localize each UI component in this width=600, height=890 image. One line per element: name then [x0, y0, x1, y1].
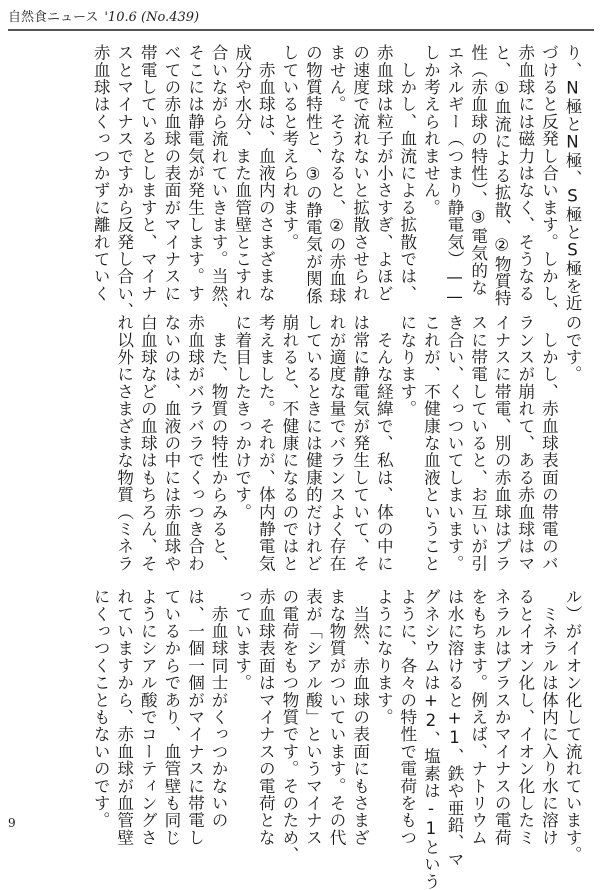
text-line: しか考えられません。: [421, 44, 441, 216]
text-line: の速度で流れないと拡散させられ: [350, 44, 370, 302]
text-line: 表が「シアル酸」というマイナス: [303, 588, 323, 846]
text-line: スとマイナスですから反発し合い、: [114, 44, 134, 320]
text-line: 性（赤血球の特性）、③電気的な: [468, 44, 488, 297]
text-line: ネラルはプラスかマイナスの電荷: [492, 588, 512, 846]
text-line: イナスに帯電、別の赤血球はプラ: [492, 314, 512, 572]
text-line: れが適度な量でバランスよく存在: [327, 314, 347, 572]
text-line: の物質特性と、③の静電気が関係: [303, 44, 323, 305]
text-line: に着目したきっかけです。: [232, 314, 252, 521]
text-line: 当然、赤血球の表面にもさまざ: [350, 588, 370, 846]
text-line: と、①血流による拡散、②物質特: [492, 44, 512, 307]
text-line: 帯電しているとしますと、マイナ: [138, 44, 158, 302]
text-line: ようにシアル酸でコーティングさ: [138, 588, 158, 846]
text-block-lower: [115, 314, 580, 572]
text-line: 白血球などの血球はもちろん、そ: [138, 314, 158, 572]
text-line: 赤血球は粒子が小さすぎ、よほど: [374, 44, 394, 302]
text-line: 赤血球はくっつかずに離れていく: [91, 44, 111, 302]
text-line: のです。: [563, 314, 582, 383]
text-line: エネルギー（つまり静電気）——: [445, 44, 465, 307]
text-line: ようになります。: [374, 588, 394, 726]
text-line: しているときには健康的だけれど: [303, 314, 323, 572]
text-line: るとイオン化し、イオン化したミ: [515, 588, 535, 846]
text-line: 考えました。それが、体内静電気: [256, 314, 276, 572]
text-line: っています。: [232, 588, 252, 692]
page-header: [8, 6, 199, 25]
text-line: ランスが崩れて、ある赤血球はマ: [515, 314, 535, 572]
text-line: グネシウムは+2、塩素は-1という: [421, 588, 441, 890]
text-line: 赤血球同士がくっつかないの: [209, 588, 229, 829]
text-line: をもちます。例えば、ナトリウム: [468, 588, 488, 846]
header-rule: [8, 29, 594, 31]
text-line: しかし、血流による拡散では、: [397, 44, 417, 302]
text-line: 成分や水分、また血管壁とこすれ: [232, 44, 252, 302]
text-block-upper: [91, 44, 580, 319]
text-line: 崩れると、不健康になるのではと: [279, 314, 299, 572]
text-line: 合いながら流れていきます。当然、: [209, 44, 229, 320]
text-line: そこには静電気が発生します。す: [185, 44, 205, 302]
text-line: の電荷をもつ物質です。そのため、: [279, 588, 299, 864]
text-line: しかし、赤血球表面の帯電のバ: [539, 314, 559, 572]
text-line: き合い、くっついてしまいます。: [445, 314, 465, 572]
text-line: り、N極とN極、S極とS極を近: [563, 44, 582, 312]
text-line: していると考えられます。: [279, 44, 299, 251]
text-line: れ以外にさまざまな物質（ミネラ: [114, 314, 134, 572]
text-line: づけると反発し合います。しかし、: [539, 44, 559, 320]
text-line: ないのは、血液の中には赤血球や: [161, 314, 181, 572]
text-line: ているからであり、血管壁も同じ: [161, 588, 181, 846]
text-line: 赤血球は、血液内のさまざまな: [256, 44, 276, 302]
text-line: 赤血球表面はマイナスの電荷とな: [256, 588, 276, 846]
page-number: 9: [8, 816, 16, 830]
text-line: また、物質の特性からみると、: [209, 314, 229, 572]
text-line: これが、不健康な血液ということ: [421, 314, 441, 572]
text-block-bottom: [91, 588, 580, 890]
text-line: 赤血球がバラバラでくっつき合わ: [185, 314, 205, 572]
text-line: ル）がイオン化して流れています。: [563, 588, 582, 864]
text-line: スに帯電していると、お互いが引: [468, 314, 488, 572]
text-line: ミネラルは体内に入り水に溶け: [539, 588, 559, 846]
text-line: は常に静電気が発生していて、そ: [350, 314, 370, 572]
text-line: は、一個一個がマイナスに帯電し: [185, 588, 205, 846]
text-line: ません。そうなると、②の赤血球: [327, 44, 347, 305]
issue-number: '10.6 (No.439): [104, 10, 200, 25]
text-line: になります。: [397, 314, 417, 418]
text-line: ように、各々の特性で電荷をもつ: [397, 588, 417, 846]
text-line: そんな経緯で、私は、体の中に: [374, 314, 394, 572]
text-line: にくっつくこともないのです。: [91, 588, 111, 829]
newsletter-title: 自然食ニュース: [8, 10, 99, 25]
text-line: まな物質がついています。その代: [327, 588, 347, 846]
text-line: れていますから、赤血球が血管壁: [114, 588, 134, 846]
text-line: べての赤血球の表面がマイナスに: [161, 44, 181, 302]
text-line: は水に溶けると+1、鉄や亜鉛、マ: [445, 588, 465, 868]
text-line: 赤血球には磁力はなく、そうなる: [515, 44, 535, 302]
